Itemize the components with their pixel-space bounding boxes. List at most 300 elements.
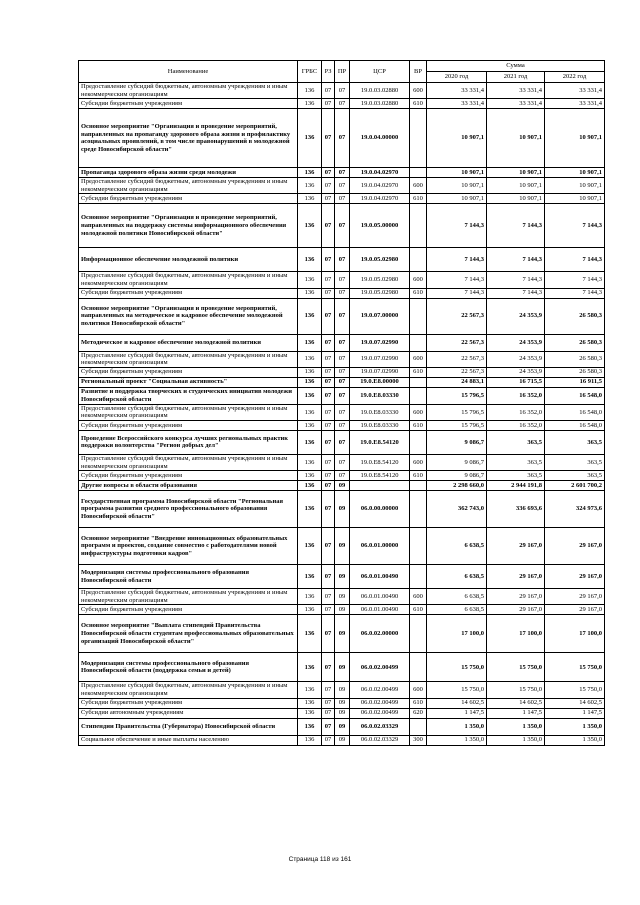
cell-name: Предоставление субсидий бюджетным, автономным учреждениям и иным некоммерческим организациям bbox=[79, 682, 298, 698]
cell-grbs: 136 bbox=[298, 430, 322, 454]
table-row bbox=[79, 615, 605, 653]
cell-pr: 09 bbox=[335, 528, 350, 565]
cell-2021: 10 907,1 bbox=[487, 178, 545, 194]
cell-2020: 6 638,5 bbox=[427, 589, 487, 605]
cell-rz: 07 bbox=[322, 288, 335, 298]
cell-pr: 07 bbox=[335, 454, 350, 470]
cell-vr bbox=[410, 653, 427, 682]
cell-2020: 1 350,0 bbox=[427, 718, 487, 735]
cell-name: Проведение Всероссийского конкурса лучших региональных практик поддержки волонтерства "Регион добрых дел" bbox=[79, 430, 298, 454]
cell-rz: 07 bbox=[322, 420, 335, 430]
cell-pr: 07 bbox=[335, 248, 350, 272]
cell-2020: 7 144,3 bbox=[427, 272, 487, 288]
cell-csr: 19.0.05.02980 bbox=[350, 272, 410, 288]
cell-2021: 7 144,3 bbox=[487, 272, 545, 288]
cell-2021: 16 352,0 bbox=[487, 404, 545, 420]
budget-table-sheet bbox=[78, 60, 604, 746]
cell-pr: 09 bbox=[335, 605, 350, 615]
cell-rz: 07 bbox=[322, 387, 335, 404]
cell-pr: 09 bbox=[335, 589, 350, 605]
cell-2020: 33 331,4 bbox=[427, 83, 487, 99]
cell-csr: 19.0.07.02990 bbox=[350, 334, 410, 351]
cell-csr: 19.0.05.00000 bbox=[350, 204, 410, 248]
cell-2021: 1 350,0 bbox=[487, 718, 545, 735]
cell-csr: 06.0.01.00000 bbox=[350, 528, 410, 565]
cell-name: Предоставление субсидий бюджетным, автономным учреждениям и иным некоммерческим организациям bbox=[79, 454, 298, 470]
cell-name: Модернизация системы профессионального образования Новосибирской области (поддержка семьи и детей) bbox=[79, 653, 298, 682]
cell-grbs: 136 bbox=[298, 109, 322, 168]
cell-2020: 2 298 660,0 bbox=[427, 481, 487, 491]
cell-2022: 363,5 bbox=[545, 471, 605, 481]
cell-csr: 06.0.02.00499 bbox=[350, 653, 410, 682]
cell-2020: 33 331,4 bbox=[427, 99, 487, 109]
cell-grbs: 136 bbox=[298, 288, 322, 298]
cell-2020: 10 907,1 bbox=[427, 109, 487, 168]
cell-vr: 600 bbox=[410, 589, 427, 605]
cell-pr: 09 bbox=[335, 708, 350, 718]
cell-rz: 07 bbox=[322, 605, 335, 615]
cell-name: Основное мероприятие "Внедрение инновационных образовательных программ и проектов, создание совместно с работодателями новой инфраструктуры подготовки кадров" bbox=[79, 528, 298, 565]
table-row bbox=[79, 718, 605, 735]
cell-2022: 29 167,0 bbox=[545, 589, 605, 605]
cell-csr: 19.0.E8.00000 bbox=[350, 377, 410, 387]
cell-2021: 7 144,3 bbox=[487, 204, 545, 248]
cell-2021: 16 715,5 bbox=[487, 377, 545, 387]
table-row bbox=[79, 682, 605, 698]
cell-grbs: 136 bbox=[298, 471, 322, 481]
cell-grbs: 136 bbox=[298, 168, 322, 178]
cell-name: Предоставление субсидий бюджетным, автономным учреждениям и иным некоммерческим организациям bbox=[79, 178, 298, 194]
table-row bbox=[79, 377, 605, 387]
cell-rz: 07 bbox=[322, 178, 335, 194]
table-row bbox=[79, 387, 605, 404]
cell-rz: 07 bbox=[322, 194, 335, 204]
cell-grbs: 136 bbox=[298, 735, 322, 745]
cell-rz: 07 bbox=[322, 589, 335, 605]
cell-rz: 07 bbox=[322, 735, 335, 745]
cell-pr: 07 bbox=[335, 471, 350, 481]
cell-name: Субсидии бюджетным учреждениям bbox=[79, 471, 298, 481]
cell-vr: 610 bbox=[410, 605, 427, 615]
cell-rz: 07 bbox=[322, 565, 335, 589]
cell-pr: 07 bbox=[335, 334, 350, 351]
cell-grbs: 136 bbox=[298, 248, 322, 272]
cell-name: Государственная программа Новосибирской области "Региональная программа развития среднего профессионального образования Новосибирской области" bbox=[79, 491, 298, 528]
cell-2021: 24 353,9 bbox=[487, 298, 545, 334]
cell-2020: 14 602,5 bbox=[427, 698, 487, 708]
cell-rz: 07 bbox=[322, 83, 335, 99]
cell-2020: 6 638,5 bbox=[427, 528, 487, 565]
cell-2022: 29 167,0 bbox=[545, 605, 605, 615]
cell-name: Субсидии автономным учреждениям bbox=[79, 708, 298, 718]
cell-vr bbox=[410, 565, 427, 589]
cell-rz: 07 bbox=[322, 682, 335, 698]
cell-2022: 363,5 bbox=[545, 430, 605, 454]
table-row bbox=[79, 288, 605, 298]
cell-pr: 07 bbox=[335, 367, 350, 377]
cell-2020: 15 796,5 bbox=[427, 387, 487, 404]
cell-name: Основное мероприятие "Организация и проведение мероприятий, направленных на пропаганду здорового образа жизни и профилактику асоциальных проявлений, в том числе правонарушений в молодежной среде Новосибирской области" bbox=[79, 109, 298, 168]
cell-2021: 363,5 bbox=[487, 454, 545, 470]
cell-2022: 10 907,1 bbox=[545, 178, 605, 194]
cell-2020: 7 144,3 bbox=[427, 288, 487, 298]
cell-name: Субсидии бюджетным учреждениям bbox=[79, 367, 298, 377]
cell-2022: 1 350,0 bbox=[545, 735, 605, 745]
cell-grbs: 136 bbox=[298, 351, 322, 367]
header-sum: Сумма bbox=[427, 61, 605, 72]
cell-name: Предоставление субсидий бюджетным, автономным учреждениям и иным некоммерческим организациям bbox=[79, 404, 298, 420]
cell-2021: 16 352,0 bbox=[487, 420, 545, 430]
cell-2020: 15 750,0 bbox=[427, 653, 487, 682]
cell-csr bbox=[350, 481, 410, 491]
cell-vr bbox=[410, 204, 427, 248]
cell-name: Другие вопросы в области образования bbox=[79, 481, 298, 491]
cell-2021: 33 331,4 bbox=[487, 83, 545, 99]
cell-grbs: 136 bbox=[298, 528, 322, 565]
cell-csr: 06.0.02.00499 bbox=[350, 682, 410, 698]
cell-name: Субсидии бюджетным учреждениям bbox=[79, 288, 298, 298]
cell-2021: 2 944 191,8 bbox=[487, 481, 545, 491]
cell-2021: 14 602,5 bbox=[487, 698, 545, 708]
cell-2020: 9 086,7 bbox=[427, 430, 487, 454]
cell-rz: 07 bbox=[322, 168, 335, 178]
cell-grbs: 136 bbox=[298, 718, 322, 735]
cell-pr: 07 bbox=[335, 420, 350, 430]
table-row bbox=[79, 298, 605, 334]
cell-vr bbox=[410, 481, 427, 491]
table-row bbox=[79, 708, 605, 718]
cell-rz: 07 bbox=[322, 99, 335, 109]
cell-name: Субсидии бюджетным учреждениям bbox=[79, 698, 298, 708]
cell-rz: 07 bbox=[322, 481, 335, 491]
cell-name: Предоставление субсидий бюджетным, автономным учреждениям и иным некоммерческим организациям bbox=[79, 83, 298, 99]
cell-name: Региональный проект "Социальная активность" bbox=[79, 377, 298, 387]
cell-2022: 1 350,0 bbox=[545, 718, 605, 735]
cell-name: Информационное обеспечение молодежной политики bbox=[79, 248, 298, 272]
header-vr: ВР bbox=[410, 61, 427, 83]
table-row bbox=[79, 735, 605, 745]
table-row bbox=[79, 351, 605, 367]
page-number: Страница 118 из 161 bbox=[288, 856, 352, 863]
cell-2021: 336 693,6 bbox=[487, 491, 545, 528]
cell-2022: 10 907,1 bbox=[545, 168, 605, 178]
budget-table bbox=[78, 60, 605, 746]
cell-grbs: 136 bbox=[298, 194, 322, 204]
table-row bbox=[79, 454, 605, 470]
cell-pr: 07 bbox=[335, 288, 350, 298]
cell-pr: 07 bbox=[335, 109, 350, 168]
cell-vr bbox=[410, 528, 427, 565]
cell-2020: 9 086,7 bbox=[427, 471, 487, 481]
cell-2021: 363,5 bbox=[487, 471, 545, 481]
cell-csr: 19.0.E8.54120 bbox=[350, 471, 410, 481]
table-row bbox=[79, 109, 605, 168]
cell-2020: 7 144,3 bbox=[427, 204, 487, 248]
cell-pr: 07 bbox=[335, 298, 350, 334]
cell-grbs: 136 bbox=[298, 698, 322, 708]
cell-2020: 22 567,3 bbox=[427, 298, 487, 334]
header-rz: РЗ bbox=[322, 61, 335, 83]
cell-csr: 19.0.03.02880 bbox=[350, 99, 410, 109]
cell-grbs: 136 bbox=[298, 565, 322, 589]
cell-2022: 16 548,0 bbox=[545, 387, 605, 404]
cell-pr: 07 bbox=[335, 351, 350, 367]
cell-2021: 16 352,0 bbox=[487, 387, 545, 404]
table-row bbox=[79, 83, 605, 99]
header-year-2022: 2022 год bbox=[545, 72, 605, 83]
cell-2021: 1 147,5 bbox=[487, 708, 545, 718]
cell-2020: 22 567,3 bbox=[427, 334, 487, 351]
cell-name: Субсидии бюджетным учреждениям bbox=[79, 420, 298, 430]
table-row bbox=[79, 99, 605, 109]
cell-rz: 07 bbox=[322, 204, 335, 248]
cell-name: Основное мероприятие "Выплата стипендий Правительства Новосибирской области студентам профессиональных образовательных организаций Новосибирской области" bbox=[79, 615, 298, 653]
cell-vr: 600 bbox=[410, 178, 427, 194]
cell-name: Субсидии бюджетным учреждениям bbox=[79, 605, 298, 615]
table-row bbox=[79, 334, 605, 351]
cell-grbs: 136 bbox=[298, 272, 322, 288]
cell-2022: 16 548,0 bbox=[545, 404, 605, 420]
cell-2022: 7 144,3 bbox=[545, 272, 605, 288]
cell-grbs: 136 bbox=[298, 99, 322, 109]
cell-csr: 19.0.05.02980 bbox=[350, 248, 410, 272]
table-row bbox=[79, 528, 605, 565]
cell-csr: 06.0.01.00490 bbox=[350, 565, 410, 589]
cell-2020: 15 750,0 bbox=[427, 682, 487, 698]
cell-grbs: 136 bbox=[298, 682, 322, 698]
cell-vr bbox=[410, 248, 427, 272]
cell-csr: 19.0.E8.54120 bbox=[350, 454, 410, 470]
cell-grbs: 136 bbox=[298, 83, 322, 99]
cell-2022: 26 580,3 bbox=[545, 334, 605, 351]
cell-csr: 19.0.04.02970 bbox=[350, 178, 410, 194]
cell-2020: 24 883,1 bbox=[427, 377, 487, 387]
cell-2021: 363,5 bbox=[487, 430, 545, 454]
cell-vr: 600 bbox=[410, 682, 427, 698]
cell-grbs: 136 bbox=[298, 653, 322, 682]
cell-2021: 17 100,0 bbox=[487, 615, 545, 653]
table-row bbox=[79, 653, 605, 682]
cell-2021: 24 353,9 bbox=[487, 367, 545, 377]
cell-vr bbox=[410, 298, 427, 334]
cell-2022: 17 100,0 bbox=[545, 615, 605, 653]
table-row bbox=[79, 367, 605, 377]
cell-pr: 07 bbox=[335, 83, 350, 99]
cell-pr: 07 bbox=[335, 404, 350, 420]
cell-rz: 07 bbox=[322, 367, 335, 377]
cell-vr: 600 bbox=[410, 272, 427, 288]
cell-vr: 620 bbox=[410, 708, 427, 718]
cell-2022: 2 601 700,2 bbox=[545, 481, 605, 491]
table-row bbox=[79, 204, 605, 248]
cell-rz: 07 bbox=[322, 698, 335, 708]
cell-2021: 33 331,4 bbox=[487, 99, 545, 109]
cell-2020: 1 147,5 bbox=[427, 708, 487, 718]
table-row bbox=[79, 698, 605, 708]
table-row bbox=[79, 178, 605, 194]
cell-name: Стипендии Правительства (Губернатора) Новосибирской области bbox=[79, 718, 298, 735]
cell-2022: 7 144,3 bbox=[545, 288, 605, 298]
cell-rz: 07 bbox=[322, 351, 335, 367]
cell-2022: 10 907,1 bbox=[545, 194, 605, 204]
cell-vr: 610 bbox=[410, 194, 427, 204]
table-row bbox=[79, 272, 605, 288]
table-row bbox=[79, 420, 605, 430]
cell-csr: 06.0.01.00490 bbox=[350, 605, 410, 615]
cell-rz: 07 bbox=[322, 718, 335, 735]
table-body bbox=[79, 83, 605, 746]
cell-csr: 19.0.07.02990 bbox=[350, 351, 410, 367]
table-row bbox=[79, 605, 605, 615]
table-row bbox=[79, 481, 605, 491]
cell-grbs: 136 bbox=[298, 387, 322, 404]
cell-name: Предоставление субсидий бюджетным, автономным учреждениям и иным некоммерческим организациям bbox=[79, 351, 298, 367]
cell-pr: 09 bbox=[335, 565, 350, 589]
cell-rz: 07 bbox=[322, 454, 335, 470]
cell-rz: 07 bbox=[322, 334, 335, 351]
cell-name: Методическое и кадровое обеспечение молодежной политики bbox=[79, 334, 298, 351]
table-row bbox=[79, 565, 605, 589]
cell-grbs: 136 bbox=[298, 204, 322, 248]
cell-grbs: 136 bbox=[298, 377, 322, 387]
cell-csr: 19.0.E8.03330 bbox=[350, 387, 410, 404]
cell-vr bbox=[410, 334, 427, 351]
cell-vr bbox=[410, 615, 427, 653]
cell-rz: 07 bbox=[322, 377, 335, 387]
cell-csr: 19.0.07.02990 bbox=[350, 367, 410, 377]
cell-2020: 17 100,0 bbox=[427, 615, 487, 653]
cell-vr: 600 bbox=[410, 351, 427, 367]
cell-2020: 10 907,1 bbox=[427, 168, 487, 178]
cell-name: Субсидии бюджетным учреждениям bbox=[79, 99, 298, 109]
cell-vr bbox=[410, 168, 427, 178]
cell-csr: 06.0.01.00490 bbox=[350, 589, 410, 605]
cell-csr: 19.0.04.02970 bbox=[350, 194, 410, 204]
cell-vr bbox=[410, 718, 427, 735]
header-year-2020: 2020 год bbox=[427, 72, 487, 83]
cell-csr: 19.0.05.02980 bbox=[350, 288, 410, 298]
cell-grbs: 136 bbox=[298, 605, 322, 615]
cell-pr: 09 bbox=[335, 491, 350, 528]
cell-2020: 22 567,3 bbox=[427, 367, 487, 377]
cell-name: Основное мероприятие "Организация и проведение мероприятий, направленных на методическое и кадровое обеспечение молодежной политики Новосибирской области" bbox=[79, 298, 298, 334]
cell-vr: 300 bbox=[410, 735, 427, 745]
cell-csr: 19.0.04.02970 bbox=[350, 168, 410, 178]
table-row bbox=[79, 168, 605, 178]
cell-name: Предоставление субсидий бюджетным, автономным учреждениям и иным некоммерческим организациям bbox=[79, 272, 298, 288]
cell-2022: 1 147,5 bbox=[545, 708, 605, 718]
cell-2020: 10 907,1 bbox=[427, 178, 487, 194]
cell-grbs: 136 bbox=[298, 454, 322, 470]
cell-2021: 10 907,1 bbox=[487, 168, 545, 178]
cell-rz: 07 bbox=[322, 471, 335, 481]
table-row bbox=[79, 194, 605, 204]
cell-2022: 324 973,6 bbox=[545, 491, 605, 528]
cell-name: Модернизация системы профессионального образования Новосибирской области bbox=[79, 565, 298, 589]
cell-csr: 19.0.E8.03330 bbox=[350, 404, 410, 420]
cell-rz: 07 bbox=[322, 298, 335, 334]
cell-2021: 7 144,3 bbox=[487, 288, 545, 298]
cell-pr: 07 bbox=[335, 204, 350, 248]
cell-2021: 15 750,0 bbox=[487, 682, 545, 698]
cell-grbs: 136 bbox=[298, 367, 322, 377]
cell-vr: 610 bbox=[410, 471, 427, 481]
cell-rz: 07 bbox=[322, 272, 335, 288]
cell-rz: 07 bbox=[322, 653, 335, 682]
header-pr: ПР bbox=[335, 61, 350, 83]
cell-vr: 600 bbox=[410, 83, 427, 99]
table-row bbox=[79, 248, 605, 272]
cell-2021: 29 167,0 bbox=[487, 605, 545, 615]
cell-2022: 16 911,5 bbox=[545, 377, 605, 387]
cell-csr: 06.0.02.00000 bbox=[350, 615, 410, 653]
header-grbs: ГРБС bbox=[298, 61, 322, 83]
table-row bbox=[79, 430, 605, 454]
cell-2020: 1 350,0 bbox=[427, 735, 487, 745]
cell-2022: 7 144,3 bbox=[545, 248, 605, 272]
cell-pr: 07 bbox=[335, 194, 350, 204]
cell-2021: 29 167,0 bbox=[487, 528, 545, 565]
header-csr: ЦСР bbox=[350, 61, 410, 83]
cell-csr: 06.0.02.00499 bbox=[350, 708, 410, 718]
cell-vr: 610 bbox=[410, 698, 427, 708]
cell-2020: 362 743,0 bbox=[427, 491, 487, 528]
cell-vr: 600 bbox=[410, 404, 427, 420]
cell-name: Субсидии бюджетным учреждениям bbox=[79, 194, 298, 204]
cell-vr bbox=[410, 387, 427, 404]
cell-vr bbox=[410, 109, 427, 168]
cell-grbs: 136 bbox=[298, 178, 322, 194]
cell-2022: 26 580,3 bbox=[545, 298, 605, 334]
cell-grbs: 136 bbox=[298, 615, 322, 653]
cell-2022: 33 331,4 bbox=[545, 83, 605, 99]
cell-2021: 1 350,0 bbox=[487, 735, 545, 745]
cell-pr: 09 bbox=[335, 698, 350, 708]
cell-2021: 24 353,9 bbox=[487, 334, 545, 351]
cell-2021: 15 750,0 bbox=[487, 653, 545, 682]
cell-grbs: 136 bbox=[298, 708, 322, 718]
cell-2022: 26 580,3 bbox=[545, 351, 605, 367]
cell-grbs: 136 bbox=[298, 589, 322, 605]
cell-2020: 15 796,5 bbox=[427, 404, 487, 420]
cell-2020: 7 144,3 bbox=[427, 248, 487, 272]
cell-rz: 07 bbox=[322, 491, 335, 528]
cell-vr: 610 bbox=[410, 367, 427, 377]
cell-2022: 10 907,1 bbox=[545, 109, 605, 168]
table-row bbox=[79, 589, 605, 605]
cell-csr: 06.0.02.03329 bbox=[350, 735, 410, 745]
cell-csr: 19.0.03.02880 bbox=[350, 83, 410, 99]
cell-grbs: 136 bbox=[298, 334, 322, 351]
cell-vr: 610 bbox=[410, 99, 427, 109]
cell-2020: 22 567,3 bbox=[427, 351, 487, 367]
cell-pr: 09 bbox=[335, 615, 350, 653]
cell-pr: 09 bbox=[335, 682, 350, 698]
cell-rz: 07 bbox=[322, 430, 335, 454]
cell-pr: 07 bbox=[335, 178, 350, 194]
cell-2021: 29 167,0 bbox=[487, 589, 545, 605]
cell-vr: 610 bbox=[410, 288, 427, 298]
cell-csr: 19.0.E8.03330 bbox=[350, 420, 410, 430]
cell-pr: 07 bbox=[335, 430, 350, 454]
cell-vr bbox=[410, 430, 427, 454]
cell-csr: 06.0.02.03329 bbox=[350, 718, 410, 735]
cell-2022: 15 750,0 bbox=[545, 653, 605, 682]
cell-2022: 33 331,4 bbox=[545, 99, 605, 109]
cell-pr: 09 bbox=[335, 718, 350, 735]
cell-2022: 363,5 bbox=[545, 454, 605, 470]
cell-vr: 610 bbox=[410, 420, 427, 430]
